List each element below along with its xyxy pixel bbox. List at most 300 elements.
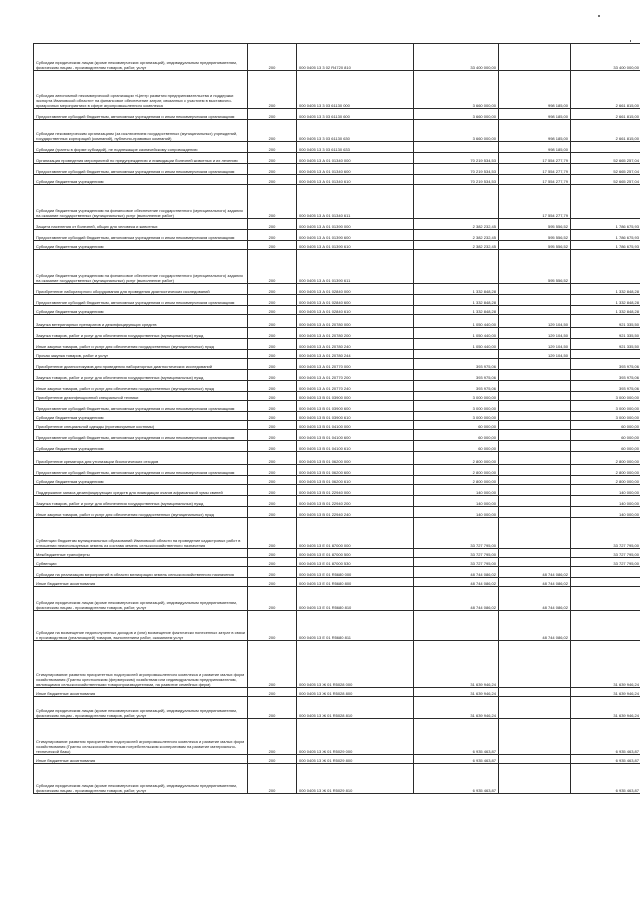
table-row <box>34 558 640 567</box>
table-row <box>34 164 640 175</box>
row-federal-cell <box>499 496 571 507</box>
row-plan-cell: 3 660 000,00 <box>414 71 499 109</box>
row-code-cell: 200 <box>248 350 297 359</box>
table-row <box>34 142 640 153</box>
row-plan-cell: 70 219 534,53 <box>414 153 499 164</box>
row-code-cell: 200 <box>248 295 297 306</box>
row-plan-cell: 3 000 000,00 <box>414 412 499 421</box>
row-code-cell: 200 <box>248 306 297 315</box>
table-row <box>34 44 640 71</box>
row-total-cell: 393 975,06 <box>571 359 640 370</box>
row-name-cell: Предоставление субсидий бюджетным, автономным учреждениям и иным некоммерческим организациям <box>34 230 248 241</box>
row-plan-cell: 2 800 000,00 <box>414 465 499 476</box>
row-total-cell: 1 332 848,28 <box>571 306 640 315</box>
row-kbk-cell: 000 0405 13 Е 01 R5680 811 <box>297 611 414 641</box>
row-kbk-cell: 000 0405 13 В 01 04100 610 <box>297 441 414 452</box>
row-plan-cell: 2 382 232,45 <box>414 241 499 250</box>
row-code-cell: 200 <box>248 688 297 697</box>
table-row <box>34 611 640 641</box>
row-code-cell: 200 <box>248 452 297 465</box>
table-row <box>34 350 640 359</box>
row-name-cell: Субсидии бюджетным учреждениям <box>34 175 248 185</box>
row-federal-cell <box>499 697 571 719</box>
row-plan-cell: 140 000,00 <box>414 485 499 496</box>
row-kbk-cell: 000 0405 13 А 01 01390 610 <box>297 241 414 250</box>
row-kbk-cell: 000 0405 13 В 01 22940 240 <box>297 507 414 518</box>
row-kbk-cell: 000 0405 13 В 01 03900 610 <box>297 412 414 421</box>
row-name-cell: Стимулирование развития приоритетных подотраслей агропромышленного комплекса и развитие малых форм хозяйствования (Гранты крестьянским (фермерским) хозяйствам или индивидуальным предпринимателям, являющимся сельскохозяйственными товаропроизводителями, на развитие семейных ферм) <box>34 641 248 688</box>
row-federal-cell: 48 744 086,02 <box>499 567 571 578</box>
scan-speck <box>630 40 631 42</box>
row-total-cell: 31 639 946,24 <box>571 688 640 697</box>
row-total-cell <box>571 587 640 611</box>
row-name-cell: Предоставление субсидий бюджетным, автономным учреждениям и иным некоммерческим организациям <box>34 109 248 120</box>
row-kbk-cell: 000 0405 13 В 01 04100 000 <box>297 421 414 430</box>
row-federal-cell: 595 556,52 <box>499 230 571 241</box>
row-code-cell: 200 <box>248 441 297 452</box>
row-plan-cell: 2 382 232,45 <box>414 230 499 241</box>
row-name-cell: Организация проведения мероприятий по предупреждению и ликвидации болезней животных и их лечению <box>34 153 248 164</box>
row-code-cell: 200 <box>248 44 297 71</box>
row-kbk-cell: 000 0405 13 А 01 01340 611 <box>297 185 414 219</box>
row-total-cell: 140 000,00 <box>571 507 640 518</box>
row-total-cell: 52 665 257,04 <box>571 153 640 164</box>
row-plan-cell: 6 935 463,87 <box>414 764 499 794</box>
row-code-cell: 200 <box>248 284 297 295</box>
row-federal-cell: 595 556,52 <box>499 219 571 230</box>
row-code-cell: 200 <box>248 430 297 441</box>
table-row <box>34 719 640 755</box>
row-total-cell <box>571 578 640 587</box>
row-federal-cell <box>499 359 571 370</box>
row-kbk-cell: 000 0405 13 Е 01 R5680 000 <box>297 567 414 578</box>
table-row <box>34 339 640 350</box>
row-total-cell <box>571 611 640 641</box>
row-kbk-cell: 000 0405 13 А 01 20780 000 <box>297 315 414 328</box>
row-name-cell: Иные бюджетные ассигнования <box>34 755 248 764</box>
row-plan-cell: 1 050 440,00 <box>414 339 499 350</box>
row-federal-cell: 129 104,50 <box>499 328 571 339</box>
row-kbk-cell: 000 0405 13 3 03 61130 633 <box>297 142 414 153</box>
row-plan-cell: 393 975,06 <box>414 359 499 370</box>
row-plan-cell: 48 744 086,02 <box>414 578 499 587</box>
table-row <box>34 295 640 306</box>
row-federal-cell: 998 185,00 <box>499 142 571 153</box>
row-total-cell: 60 000,00 <box>571 430 640 441</box>
row-total-cell <box>571 350 640 359</box>
row-federal-cell: 129 104,50 <box>499 315 571 328</box>
table-row <box>34 496 640 507</box>
row-total-cell: 2 800 000,00 <box>571 476 640 485</box>
table-row <box>34 401 640 412</box>
row-federal-cell <box>499 421 571 430</box>
row-name-cell: Закупка товаров, работ и услуг для обеспечения государственных (муниципальных) нужд <box>34 496 248 507</box>
row-kbk-cell: 000 0405 13 3 02 R4720 810 <box>297 44 414 71</box>
row-federal-cell: 998 185,00 <box>499 71 571 109</box>
row-kbk-cell: 000 0405 13 А 01 20770 240 <box>297 381 414 392</box>
row-federal-cell: 17 554 277,79 <box>499 175 571 185</box>
row-total-cell <box>571 142 640 153</box>
row-total-cell: 140 000,00 <box>571 485 640 496</box>
table-row <box>34 241 640 250</box>
row-kbk-cell: 000 0405 13 А 01 02840 610 <box>297 306 414 315</box>
row-federal-cell <box>499 549 571 558</box>
row-federal-cell <box>499 688 571 697</box>
row-total-cell: 60 000,00 <box>571 441 640 452</box>
row-plan-cell <box>414 350 499 359</box>
row-kbk-cell: 000 0405 13 Ж 01 R5029 810 <box>297 764 414 794</box>
row-total-cell: 52 665 257,04 <box>571 175 640 185</box>
row-federal-cell <box>499 306 571 315</box>
row-federal-cell <box>499 401 571 412</box>
row-kbk-cell: 000 0405 13 А 01 20780 240 <box>297 339 414 350</box>
row-total-cell <box>571 185 640 219</box>
row-name-cell: Иные бюджетные ассигнования <box>34 578 248 587</box>
row-kbk-cell: 000 0405 13 3 03 61130 000 <box>297 71 414 109</box>
table-row <box>34 250 640 284</box>
row-federal-cell <box>499 284 571 295</box>
row-kbk-cell: 000 0405 13 А 01 20770 000 <box>297 359 414 370</box>
table-row <box>34 328 640 339</box>
row-name-cell: Предоставление субсидий бюджетным, автономным учреждениям и иным некоммерческим организациям <box>34 465 248 476</box>
table-row <box>34 381 640 392</box>
row-name-cell: Приобретение лабораторного оборудования для проведения диагностических исследований <box>34 284 248 295</box>
table-row <box>34 219 640 230</box>
row-plan-cell: 3 000 000,00 <box>414 401 499 412</box>
row-kbk-cell: 000 0405 13 Ж 01 R5028 810 <box>297 697 414 719</box>
row-name-cell: Межбюджетные трансферты <box>34 549 248 558</box>
table-row <box>34 567 640 578</box>
row-kbk-cell: 000 0405 13 А 01 20780 200 <box>297 328 414 339</box>
row-federal-cell <box>499 44 571 71</box>
row-plan-cell: 1 332 848,28 <box>414 306 499 315</box>
row-kbk-cell: 000 0405 13 А 01 01340 000 <box>297 153 414 164</box>
row-kbk-cell: 000 0405 13 В 01 03900 600 <box>297 401 414 412</box>
row-total-cell: 6 935 463,87 <box>571 719 640 755</box>
row-total-cell: 2 661 815,00 <box>571 120 640 142</box>
row-code-cell: 200 <box>248 518 297 549</box>
row-plan-cell: 31 639 946,24 <box>414 688 499 697</box>
row-federal-cell: 998 185,00 <box>499 109 571 120</box>
row-code-cell: 200 <box>248 549 297 558</box>
row-name-cell: Субсидии на возмещение недополученных доходов и (или) возмещение фактически понесенных затрат в связи с производством (реализацией) товаров, выполнением работ, оказанием услуг <box>34 611 248 641</box>
row-plan-cell: 393 975,06 <box>414 370 499 381</box>
row-name-cell: Закупка товаров, работ и услуг для обеспечения государственных (муниципальных) нужд <box>34 370 248 381</box>
row-total-cell: 33 727 795,00 <box>571 518 640 549</box>
row-code-cell: 200 <box>248 421 297 430</box>
row-name-cell: Приобретение диагностикумов для проведения лабораторных диагностических исследований <box>34 359 248 370</box>
row-plan-cell: 2 800 000,00 <box>414 452 499 465</box>
budget-execution-table <box>33 43 640 794</box>
row-kbk-cell: 000 0405 13 А 01 20780 244 <box>297 350 414 359</box>
row-federal-cell: 17 554 277,79 <box>499 185 571 219</box>
row-name-cell: Приобретение дезинфекционной специальной техники <box>34 392 248 401</box>
table-row <box>34 284 640 295</box>
row-name-cell: Закупка товаров, работ и услуг для обеспечения государственных (муниципальных) нужд <box>34 328 248 339</box>
row-total-cell: 3 000 000,00 <box>571 392 640 401</box>
row-federal-cell: 17 554 277,79 <box>499 164 571 175</box>
table-row <box>34 578 640 587</box>
row-name-cell: Предоставление субсидий бюджетным, автономным учреждениям и иным некоммерческим организациям <box>34 430 248 441</box>
row-name-cell: Субсидия автономной некоммерческой организации «Центр развития предпринимательства и поддержки экспорта Ивановской области» на финансовое обеспечение затрат, связанных с участием в выставочно-ярмарочных мероприятиях в сфере агропромышленного комплекса <box>34 71 248 109</box>
row-kbk-cell: 000 0405 13 В 01 22940 200 <box>297 496 414 507</box>
row-federal-cell <box>499 485 571 496</box>
row-name-cell: Иные закупки товаров, работ и услуг для обеспечения государственных (муниципальных) нужд <box>34 339 248 350</box>
row-total-cell: 393 975,06 <box>571 381 640 392</box>
row-plan-cell: 70 219 534,53 <box>414 164 499 175</box>
row-kbk-cell: 000 0405 13 3 03 61130 600 <box>297 109 414 120</box>
row-total-cell: 33 727 795,00 <box>571 549 640 558</box>
row-code-cell: 200 <box>248 328 297 339</box>
row-kbk-cell: 000 0405 13 В 01 22940 000 <box>297 485 414 496</box>
row-plan-cell: 48 744 086,02 <box>414 587 499 611</box>
row-total-cell: 60 000,00 <box>571 421 640 430</box>
row-plan-cell: 1 332 848,28 <box>414 295 499 306</box>
row-federal-cell <box>499 719 571 755</box>
row-name-cell: Субсидии (гранты в форме субсидий), не подлежащие казначейскому сопровождению <box>34 142 248 153</box>
row-federal-cell: 595 556,52 <box>499 241 571 250</box>
table-body <box>34 44 640 794</box>
row-kbk-cell: 000 0405 13 Е 01 87000 500 <box>297 549 414 558</box>
row-plan-cell: 60 000,00 <box>414 441 499 452</box>
row-name-cell: Субсидии юридическим лицам (кроме некоммерческих организаций), индивидуальным предпринимателям, физическим лицам - производителям товаров, работ, услуг <box>34 697 248 719</box>
table-row <box>34 485 640 496</box>
row-code-cell: 200 <box>248 339 297 350</box>
row-name-cell: Предоставление субсидий бюджетным, автономным учреждениям и иным некоммерческим организациям <box>34 295 248 306</box>
row-federal-cell <box>499 465 571 476</box>
row-kbk-cell: 000 0405 13 Е 01 R5680 810 <box>297 587 414 611</box>
row-kbk-cell: 000 0405 13 Е 01 87000 530 <box>297 558 414 567</box>
row-federal-cell <box>499 641 571 688</box>
row-federal-cell: 17 554 277,79 <box>499 153 571 164</box>
row-total-cell: 1 786 675,93 <box>571 241 640 250</box>
row-federal-cell: 48 744 086,02 <box>499 611 571 641</box>
row-name-cell: Субсидии бюджетным учреждениям на финансовое обеспечение государственного (муниципального) задания на оказание государственных (муниципальных) услуг (выполнение работ) <box>34 185 248 219</box>
row-code-cell: 200 <box>248 764 297 794</box>
row-name-cell: Субсидии бюджетным учреждениям на финансовое обеспечение государственного (муниципального) задания на оказание государственных (муниципальных) услуг (выполнение работ) <box>34 250 248 284</box>
row-total-cell: 2 661 815,00 <box>571 71 640 109</box>
row-code-cell: 200 <box>248 641 297 688</box>
row-kbk-cell: 000 0405 13 А 01 01340 600 <box>297 164 414 175</box>
row-plan-cell: 31 639 946,24 <box>414 641 499 688</box>
row-code-cell: 200 <box>248 315 297 328</box>
row-total-cell: 921 335,50 <box>571 315 640 328</box>
row-kbk-cell: 000 0405 13 Е 01 87000 000 <box>297 518 414 549</box>
row-kbk-cell: 000 0405 13 А 01 01340 610 <box>297 175 414 185</box>
row-plan-cell: 140 000,00 <box>414 507 499 518</box>
row-total-cell: 2 800 000,00 <box>571 452 640 465</box>
row-federal-cell <box>499 558 571 567</box>
row-federal-cell: 129 104,50 <box>499 350 571 359</box>
row-code-cell: 200 <box>248 507 297 518</box>
row-total-cell: 6 935 463,87 <box>571 755 640 764</box>
row-federal-cell <box>499 441 571 452</box>
row-code-cell: 200 <box>248 476 297 485</box>
budget-report-page <box>33 43 639 794</box>
row-total-cell: 1 332 848,28 <box>571 295 640 306</box>
row-name-cell: Иные бюджетные ассигнования <box>34 688 248 697</box>
row-code-cell: 200 <box>248 587 297 611</box>
row-kbk-cell: 000 0405 13 Ж 01 R5029 000 <box>297 719 414 755</box>
row-name-cell: Субсидии бюджетным учреждениям <box>34 306 248 315</box>
table-row <box>34 370 640 381</box>
row-code-cell: 200 <box>248 412 297 421</box>
row-name-cell: Субсидии юридическим лицам (кроме некоммерческих организаций), индивидуальным предпринимателям, физическим лицам - производителям товаров, работ, услуг <box>34 44 248 71</box>
row-federal-cell <box>499 452 571 465</box>
row-name-cell: Прочая закупка товаров, работ и услуг <box>34 350 248 359</box>
row-plan-cell: 1 332 848,28 <box>414 284 499 295</box>
row-code-cell: 200 <box>248 241 297 250</box>
table-row <box>34 697 640 719</box>
row-code-cell: 200 <box>248 109 297 120</box>
row-code-cell: 200 <box>248 164 297 175</box>
row-name-cell: Иные закупки товаров, работ и услуг для обеспечения государственных (муниципальных) нужд <box>34 381 248 392</box>
row-code-cell: 200 <box>248 567 297 578</box>
row-code-cell: 200 <box>248 755 297 764</box>
row-federal-cell <box>499 412 571 421</box>
row-name-cell: Субсидии бюджетным учреждениям <box>34 412 248 421</box>
row-federal-cell: 595 556,52 <box>499 250 571 284</box>
row-plan-cell: 60 000,00 <box>414 430 499 441</box>
row-federal-cell <box>499 518 571 549</box>
row-code-cell: 200 <box>248 558 297 567</box>
row-name-cell: Субвенции <box>34 558 248 567</box>
row-name-cell: Приобретение специальной одежды (противочумные костюмы) <box>34 421 248 430</box>
table-row <box>34 688 640 697</box>
row-federal-cell <box>499 295 571 306</box>
row-name-cell: Субсидии бюджетным учреждениям <box>34 441 248 452</box>
row-total-cell: 3 000 000,00 <box>571 401 640 412</box>
row-plan-cell: 1 050 440,00 <box>414 328 499 339</box>
row-name-cell: Субсидии некоммерческим организациям (за исключением государственных (муниципальных) учреждений, государственных корпораций (компаний), публично-правовых компаний) <box>34 120 248 142</box>
row-code-cell: 200 <box>248 153 297 164</box>
row-name-cell: Субсидии юридическим лицам (кроме некоммерческих организаций), индивидуальным предпринимателям, физическим лицам - производителям товаров, работ, услуг <box>34 587 248 611</box>
row-code-cell: 200 <box>248 120 297 142</box>
row-federal-cell <box>499 755 571 764</box>
row-total-cell: 921 335,50 <box>571 328 640 339</box>
row-federal-cell: 48 744 086,02 <box>499 578 571 587</box>
row-name-cell: Субвенции бюджетам муниципальных образований Ивановской области на проведение кадастровых работ в отношении неиспользуемых земель из состава земель сельскохозяйственного назначения <box>34 518 248 549</box>
row-name-cell: Субсидии юридическим лицам (кроме некоммерческих организаций), индивидуальным предпринимателям, физическим лицам - производителям товаров, работ, услуг <box>34 764 248 794</box>
row-plan-cell: 60 000,00 <box>414 421 499 430</box>
table-row <box>34 412 640 421</box>
table-row <box>34 507 640 518</box>
row-code-cell: 200 <box>248 578 297 587</box>
table-row <box>34 153 640 164</box>
row-kbk-cell: 000 0405 13 Е 01 R5680 800 <box>297 578 414 587</box>
table-row <box>34 120 640 142</box>
row-code-cell: 200 <box>248 359 297 370</box>
row-total-cell: 2 800 000,00 <box>571 465 640 476</box>
row-code-cell: 200 <box>248 250 297 284</box>
row-total-cell: 921 335,50 <box>571 339 640 350</box>
row-kbk-cell: 000 0405 13 В 01 06200 610 <box>297 476 414 485</box>
row-total-cell <box>571 250 640 284</box>
row-code-cell: 200 <box>248 401 297 412</box>
table-row <box>34 175 640 185</box>
row-code-cell: 200 <box>248 219 297 230</box>
row-name-cell: Предоставление субсидий бюджетным, автономным учреждениям и иным некоммерческим организациям <box>34 401 248 412</box>
row-federal-cell <box>499 370 571 381</box>
table-row <box>34 430 640 441</box>
table-row <box>34 764 640 794</box>
table-row <box>34 306 640 315</box>
row-code-cell: 200 <box>248 611 297 641</box>
row-total-cell: 52 665 257,04 <box>571 164 640 175</box>
row-total-cell: 2 661 815,00 <box>571 109 640 120</box>
row-name-cell: Иные закупки товаров, работ и услуг для обеспечения государственных (муниципальных) нужд <box>34 507 248 518</box>
row-plan-cell <box>414 185 499 219</box>
row-federal-cell <box>499 381 571 392</box>
row-plan-cell: 393 975,06 <box>414 381 499 392</box>
row-total-cell: 1 786 675,93 <box>571 219 640 230</box>
row-code-cell: 200 <box>248 719 297 755</box>
row-total-cell: 393 975,06 <box>571 370 640 381</box>
row-kbk-cell: 000 0405 13 А 01 20770 200 <box>297 370 414 381</box>
row-code-cell: 200 <box>248 230 297 241</box>
scan-speck <box>598 15 600 17</box>
row-kbk-cell: 000 0405 13 А 01 01390 600 <box>297 230 414 241</box>
row-code-cell: 200 <box>248 496 297 507</box>
row-plan-cell: 33 400 000,00 <box>414 44 499 71</box>
row-plan-cell: 48 744 086,02 <box>414 567 499 578</box>
table-row <box>34 392 640 401</box>
row-name-cell: Приобретение крематора для утилизации биологических отходов <box>34 452 248 465</box>
row-federal-cell <box>499 507 571 518</box>
row-total-cell: 3 000 000,00 <box>571 412 640 421</box>
row-plan-cell <box>414 142 499 153</box>
row-total-cell <box>571 567 640 578</box>
table-row <box>34 421 640 430</box>
table-row <box>34 441 640 452</box>
table-row <box>34 71 640 109</box>
row-plan-cell: 2 382 232,45 <box>414 219 499 230</box>
row-plan-cell: 6 935 463,87 <box>414 755 499 764</box>
row-code-cell: 200 <box>248 71 297 109</box>
row-total-cell: 31 639 946,24 <box>571 697 640 719</box>
row-code-cell: 200 <box>248 185 297 219</box>
row-plan-cell: 70 219 534,53 <box>414 175 499 185</box>
row-code-cell: 200 <box>248 697 297 719</box>
table-row <box>34 359 640 370</box>
row-federal-cell <box>499 430 571 441</box>
row-name-cell: Стимулирование развития приоритетных подотраслей агропромышленного комплекса и развитие малых форм хозяйствования (Гранты сельскохозяйственным потребительским кооперативам на развитие материально-технической базы) <box>34 719 248 755</box>
table-row <box>34 641 640 688</box>
row-code-cell: 200 <box>248 485 297 496</box>
table-row <box>34 518 640 549</box>
row-total-cell: 31 639 946,24 <box>571 641 640 688</box>
row-total-cell: 1 332 848,28 <box>571 284 640 295</box>
row-kbk-cell: 000 0405 13 В 01 06200 600 <box>297 465 414 476</box>
row-plan-cell: 1 050 440,00 <box>414 315 499 328</box>
row-plan-cell: 140 000,00 <box>414 496 499 507</box>
row-total-cell: 1 786 675,93 <box>571 230 640 241</box>
row-kbk-cell: 000 0405 13 А 01 01390 000 <box>297 219 414 230</box>
row-total-cell: 33 400 000,00 <box>571 44 640 71</box>
row-plan-cell: 31 639 946,24 <box>414 697 499 719</box>
row-plan-cell: 33 727 795,00 <box>414 549 499 558</box>
row-federal-cell: 48 744 086,02 <box>499 587 571 611</box>
row-kbk-cell: 000 0405 13 В 01 06200 000 <box>297 452 414 465</box>
row-name-cell: Субсидии бюджетным учреждениям <box>34 241 248 250</box>
row-plan-cell <box>414 611 499 641</box>
row-federal-cell <box>499 476 571 485</box>
row-code-cell: 200 <box>248 381 297 392</box>
table-row <box>34 476 640 485</box>
row-kbk-cell: 000 0405 13 А 01 02840 000 <box>297 284 414 295</box>
row-plan-cell: 3 000 000,00 <box>414 392 499 401</box>
row-kbk-cell: 000 0405 13 Ж 01 R5028 800 <box>297 688 414 697</box>
